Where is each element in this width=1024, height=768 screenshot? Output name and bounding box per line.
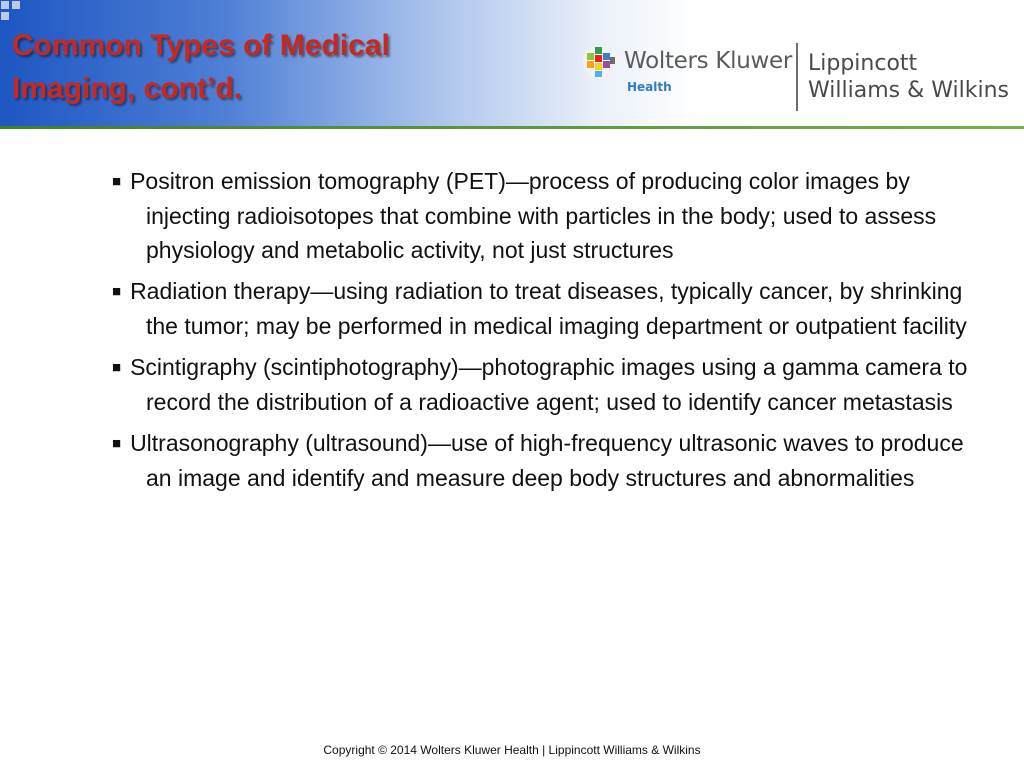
bullet-list	[112, 164, 992, 502]
corner-decoration	[0, 0, 26, 26]
bullet-item-ultrasonography	[112, 426, 992, 495]
publisher-logo	[578, 40, 1018, 114]
slide-header	[0, 0, 1024, 127]
title-line-1: Common Types of Medical	[12, 29, 390, 62]
header-rule	[0, 126, 1024, 129]
logo-divider	[796, 43, 798, 111]
logo-imprint	[808, 50, 1009, 104]
bullet-square-icon: ■	[112, 359, 122, 376]
title-line-2: Imaging, cont’d.	[12, 72, 242, 105]
bullet-square-icon: ■	[112, 283, 122, 300]
bullet-item-pet	[112, 164, 992, 267]
bullet-text: Scintigraphy (scintiphotography)—photographic images using a gamma camera to record the distribution of a radioactive agent; used to identify cancer metastasis	[130, 354, 968, 415]
bullet-text: Radiation therapy—using radiation to treat diseases, typically cancer, by shrinking the tumor; may be performed in medical imaging department or outpatient facility	[130, 278, 967, 339]
bullet-text: Positron emission tomography (PET)—process of producing color images by injecting radioisotopes that combine with particles in the body; used to assess physiology and metabolic activity, not just structures	[130, 168, 937, 263]
bullet-item-radiation-therapy	[112, 274, 992, 343]
bullet-item-scintigraphy	[112, 350, 992, 419]
bullet-square-icon: ■	[112, 173, 122, 190]
logo-company-name: Wolters Kluwer	[624, 48, 793, 74]
logo-division: Health	[627, 80, 672, 94]
bullet-square-icon: ■	[112, 435, 122, 452]
wolters-kluwer-globe-icon	[582, 44, 618, 80]
copyright-footer: Copyright © 2014 Wolters Kluwer Health | Lippincott Williams & Wilkins	[323, 743, 701, 757]
logo-imprint-line-1: Lippincott	[808, 51, 918, 76]
slide-title	[12, 24, 390, 110]
bullet-text: Ultrasonography (ultrasound)—use of high-frequency ultrasonic waves to produce an image and identify and measure deep body structures and abnormalities	[130, 430, 964, 491]
logo-imprint-line-2: Williams & Wilkins	[808, 78, 1009, 103]
